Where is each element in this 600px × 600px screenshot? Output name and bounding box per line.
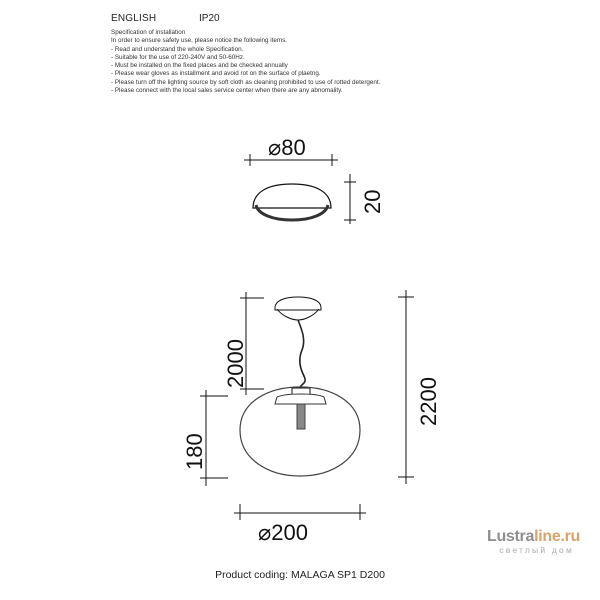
spec-line: Specification of installation bbox=[111, 29, 186, 36]
ip-rating: IP20 bbox=[199, 13, 220, 24]
canopy-shape bbox=[253, 184, 331, 208]
watermark-brand-part1: Lustra bbox=[486, 528, 535, 545]
spec-line: - Must be installed on the fixed places and be checked annually bbox=[111, 62, 288, 70]
shade-collar bbox=[275, 394, 326, 404]
spec-line: - Suitable for the use of 220-240V and 50-60Hz. bbox=[111, 53, 245, 61]
total-height-label: 2200 bbox=[416, 377, 441, 426]
spec-line: In order to ensure safety use, please notice the following items. bbox=[111, 37, 288, 45]
canopy-detail bbox=[244, 154, 356, 224]
ceiling-canopy-bottom bbox=[277, 309, 319, 320]
watermark-brand-part2: line.ru bbox=[534, 528, 580, 545]
spec-line: - Please connect with the local sales service center when there are any abnomality. bbox=[111, 87, 343, 95]
shade-height-label: 180 bbox=[182, 433, 207, 470]
canopy-diameter-label: ⌀80 bbox=[268, 135, 306, 160]
language-label: ENGLISH bbox=[111, 13, 157, 24]
watermark-subtitle: светлый дом bbox=[499, 545, 574, 555]
lamp-socket bbox=[297, 404, 305, 429]
pendant-drawing bbox=[200, 290, 414, 520]
shade-diameter-label: ⌀200 bbox=[258, 520, 308, 545]
watermark-logo bbox=[450, 528, 580, 555]
watermark-brand bbox=[450, 528, 580, 546]
product-coding: Product coding: MALAGA SP1 D200 bbox=[215, 569, 385, 581]
spec-line: - Please wear gloves as installment and avoid rot on the surface of plaetng. bbox=[111, 70, 321, 78]
spec-line: - Please turn off the lighting source by soft cloth as cleaning prohibited to use of rotted detergent. bbox=[111, 78, 381, 86]
cord-length-label: 2000 bbox=[223, 339, 248, 388]
canopy-height-label: 20 bbox=[360, 189, 385, 214]
spec-line: - Read and understand the whole Specification. bbox=[111, 45, 244, 53]
cord bbox=[298, 320, 305, 388]
ceiling-canopy bbox=[275, 297, 321, 310]
